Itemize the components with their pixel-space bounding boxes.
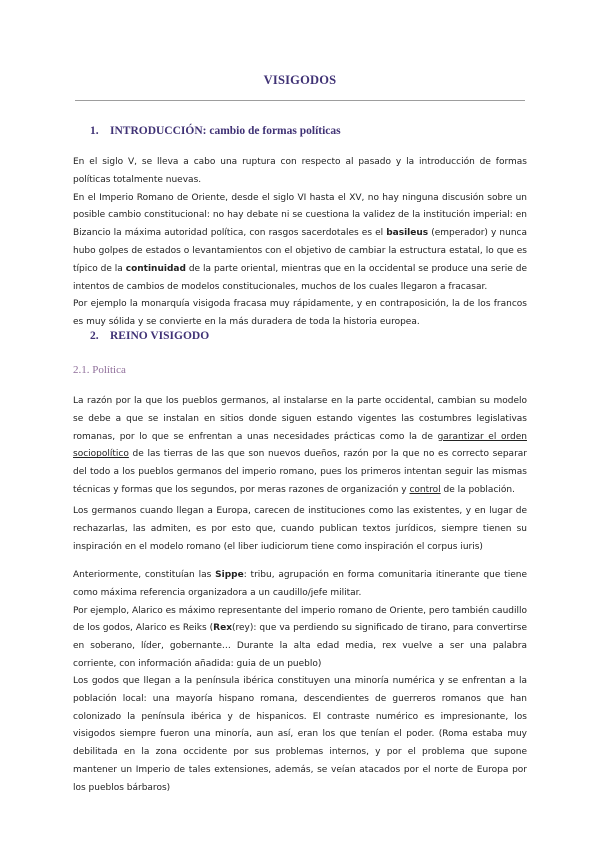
intro-block [73, 154, 527, 332]
politica-paragraph-3 [73, 567, 527, 603]
politica-p1-text-a: La razón por la que los pueblos germanos, al instalarse en la parte occidental, cambian su modelo se debe a que se instalan en sitios donde siguen estando vigentes las costumbres legislativas romanas, por lo que se enfrentan a unas necesidades prácticas como la de [73, 396, 527, 442]
control-underlined: control [409, 484, 441, 495]
politica-p4-text-b: (rey): que va perdiendo su significado de tirano, para convertirse en soberano, líder, gobernante… Durante la alta edad media, rex vuelve a ser una palabra corriente, con información añadida: guia de un pueblo) [73, 623, 528, 669]
politica-block-4 [73, 673, 527, 798]
continuidad-term: continuidad [125, 263, 186, 274]
section-2-title: REINO VISIGODO [110, 330, 210, 342]
politica-block-1 [73, 393, 527, 500]
orden-sociopolitico-underlined: garantizar el orden sociopolítico [73, 431, 527, 460]
politica-paragraph-4 [73, 603, 527, 674]
section-2-number: 2. [90, 330, 99, 342]
intro-p2-text-b: (emperador) y nunca hubo golpes de estados o levantamientos con el objetivo de cambiar la estructura estatal, lo que es típico de la [73, 228, 527, 274]
politica-paragraph-2: Los germanos cuando llegan a Europa, carecen de instituciones como las existentes, y en lugar de rechazarlas, las admiten, es por esto que, cuando publican textos jurídicos, siempre tienen su inspiración en el modelo romano (el liber iudiciorum tiene como inspiración el corpus iuris) [73, 506, 527, 552]
politica-paragraph-5: Los godos que llegan a la península ibérica constituyen una minoría numérica y se enfrentan a la población local: una mayoría hispano romana, descendientes de guerreros romanos que han colonizado la península ibérica y de hispanicos. El contraste numérico es impresionante, los visigodos siempre fueron una minoría, aun así, eran los que tenían el poder. (Roma estaba muy debilitada en la zona occidente por sus problemas internos, y por el problema que supone mantener un Imperio de tales extensiones, además, se veían atacados por el norte de Europa por los pueblos bárbaros) [73, 676, 527, 793]
section-2-heading [90, 330, 209, 342]
intro-paragraph-2 [73, 190, 527, 297]
document-title: VISIGODOS [263, 73, 337, 87]
sippe-term: Sippe [215, 570, 244, 580]
section-1-heading [90, 125, 341, 137]
rex-term: Rex [213, 623, 232, 634]
section-1-title: INTRODUCCIÓN: cambio de formas políticas [110, 125, 341, 137]
politica-p1-text-c: de la población. [440, 484, 515, 495]
politica-p4-text-a: Por ejemplo, Alarico es máximo representante del imperio romano de Oriente, pero también caudillo de los godos, Alarico es Reiks ( [73, 605, 527, 634]
politica-p3-text-a: Anteriormente, constituían las [73, 570, 216, 580]
intro-p2-text-a: En el Imperio Romano de Oriente, desde el siglo VI hasta el XV, no hay ninguna discusión sobre un posible cambio constitucional: no hay debate ni se cuestiona la validez de la institución imperial: en Bizancio la máxima autoridad política, con rasgos sacerdotales es el [73, 192, 527, 239]
intro-p2-text-c: de la parte oriental, mientras que en la occidental se produce una serie de intentos de cambios de modelos constitucionales, muchos de los cuales llegaron a fracasar. [73, 263, 527, 292]
politica-block-2 [73, 503, 527, 556]
intro-paragraph-1: En el siglo V, se lleva a cabo una ruptura con respecto al pasado y la introducción de formas políticas totalmente nuevas. [73, 157, 527, 185]
title-divider [75, 100, 525, 101]
politica-p3-text-b: : tribu, agrupación en forma comunitaria itinerante que tiene como máxima referencia organizadora a un caudillo/jefe militar. [73, 570, 527, 598]
politica-p1-text-b: de las tierras de las que son nuevos dueños, razón por la que no es correcto separar del todo a los pueblos germanos del imperio romano, pues los primeros intentan seguir las mismas técnicas y formas que los segundos, por meras razones de organización y [73, 449, 527, 495]
basileus-term: basileus [386, 228, 429, 239]
intro-paragraph-3: Por ejemplo la monarquía visigoda fracasa muy rápidamente, y en contraposición, la de los francos es muy sólida y se convierte en la más duradera de toda la historia europea. [73, 299, 527, 328]
politica-block-3 [73, 567, 527, 674]
politica-paragraph-1 [73, 393, 527, 500]
section-1-number: 1. [90, 125, 99, 137]
subsection-2-1-heading: 2.1. Política [73, 364, 126, 376]
